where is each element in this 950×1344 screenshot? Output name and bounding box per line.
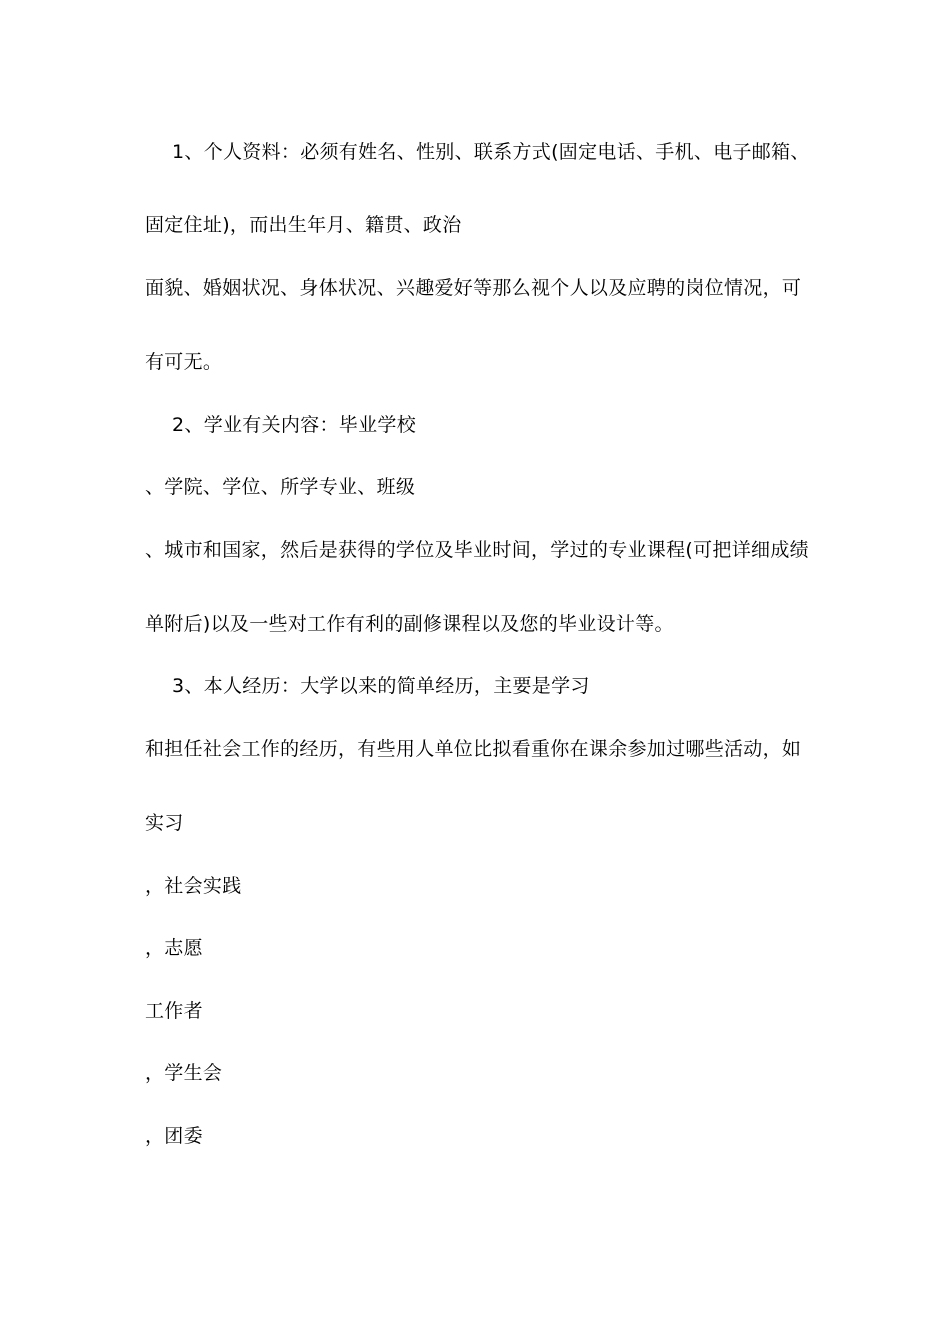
section-3-line-6: 工作者 [145, 1000, 203, 1022]
section-2-line-2: 、学院、学位、所学专业、班级 [145, 476, 416, 498]
section-1-line-3: 面貌、婚姻状况、身体状况、兴趣爱好等那么视个人以及应聘的岗位情况，可 [145, 277, 802, 299]
section-3-line-2: 和担任社会工作的经历，有些用人单位比拟看重你在课余参加过哪些活动，如 [145, 738, 802, 760]
section-2-line-4: 单附后)以及一些对工作有利的副修课程以及您的毕业设计等。 [145, 613, 674, 635]
section-1-heading-line: 1、个人资料：必须有姓名、性别、联系方式(固定电话、手机、电子邮箱、 [172, 141, 810, 163]
section-1-line-2: 固定住址)，而出生年月、籍贯、政治 [145, 214, 462, 236]
section-3-line-5: ，志愿 [145, 937, 203, 959]
section-2-line-3: 、城市和国家，然后是获得的学位及毕业时间，学过的专业课程(可把详细成绩 [145, 539, 809, 561]
section-3-heading-line: 3、本人经历：大学以来的简单经历，主要是学习 [172, 675, 590, 697]
section-2-heading-line: 2、学业有关内容：毕业学校 [172, 414, 416, 436]
section-3-line-3: 实习 [145, 812, 184, 834]
section-3-line-8: ，团委 [145, 1125, 203, 1147]
section-3-line-4: ，社会实践 [145, 875, 242, 897]
section-1-line-4: 有可无。 [145, 351, 223, 373]
section-3-line-7: ，学生会 [145, 1062, 223, 1084]
